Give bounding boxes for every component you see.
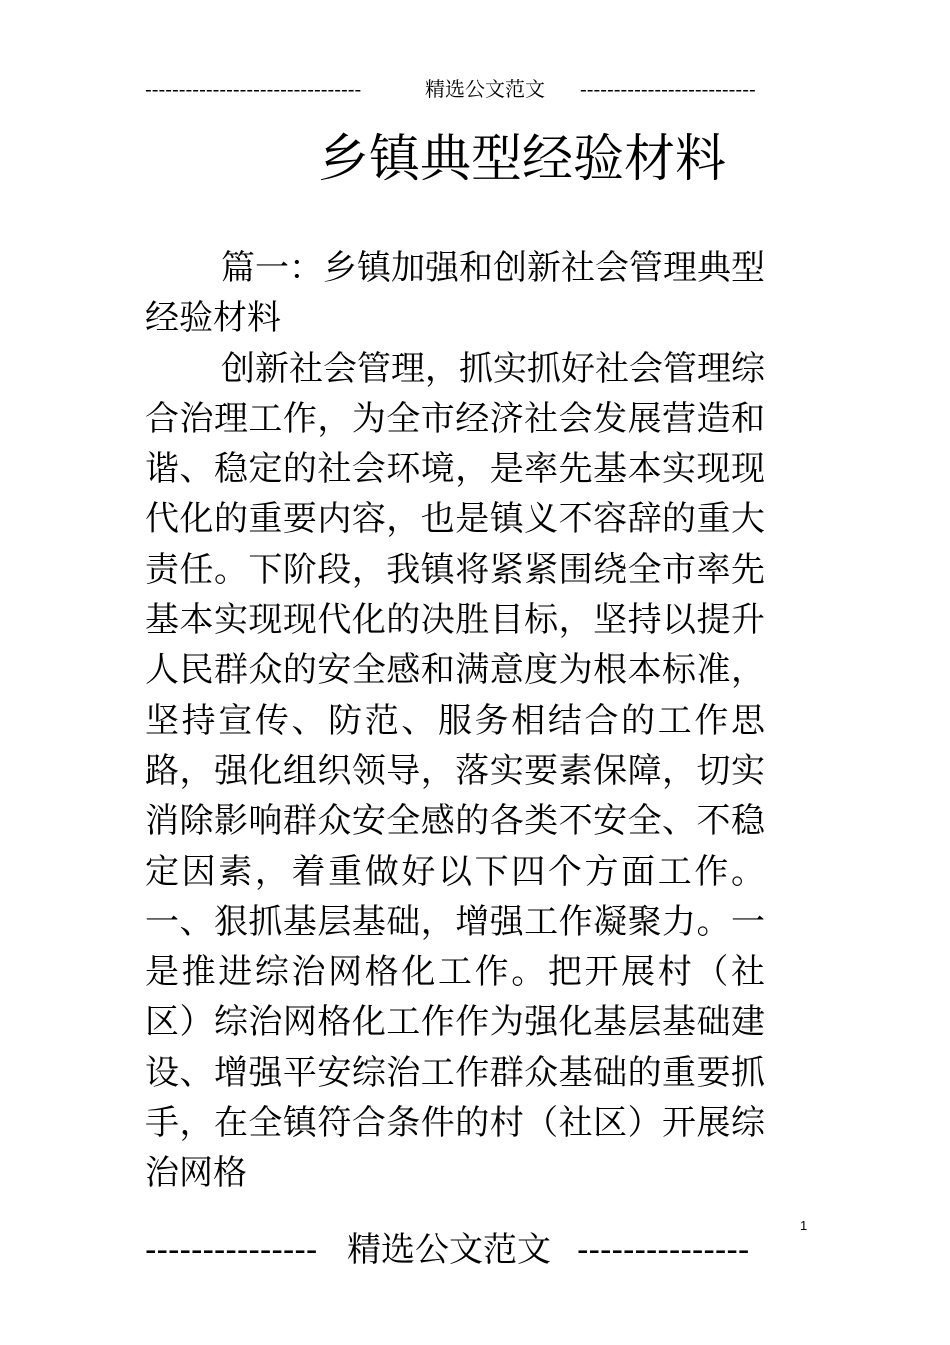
footer-dashes-right: --------------- — [577, 1230, 750, 1270]
footer-label: 精选公文范文 — [347, 1230, 551, 1270]
header-dashes-left: -------------------------------- — [145, 77, 362, 101]
section-heading-paragraph: 篇一：乡镇加强和创新社会管理典型经验材料 — [145, 248, 765, 339]
body-paragraph: 创新社会管理，抓实抓好社会管理综合治理工作，为全市经济社会发展营造和谐、稳定的社会环境，是率先基本实现现代化的重要内容，也是镇义不容辞的重大责任。下阶段，我镇将紧紧围绕全市率先基本实现现代化的决胜目标，坚持以提升人民群众的安全感和满意度为根本标准，坚持宣传、防范、服务相结合的工作思路，强化组织领导，落实要素保障，切实消除影响群众安全感的各类不安全、不稳定因素，着重做好以下四个方面工作。一、狠抓基层基础，增强工作凝聚力。一是推进综治网格化工作。把开展村（社区）综治网格化工作作为强化基层基础建设、增强平安综治工作群众基础的重要抓手，在全镇符合条件的村（社区）开展综治网格 — [145, 348, 765, 1194]
header-label: 精选公文范文 — [425, 77, 545, 101]
header-dashes-right: -------------------------- — [580, 77, 756, 101]
footer-dashes-left: --------------- — [145, 1230, 318, 1270]
page-number: 1 — [800, 1218, 808, 1233]
document-body — [145, 243, 765, 1199]
document-title: 乡镇典型经验材料 — [318, 130, 727, 189]
